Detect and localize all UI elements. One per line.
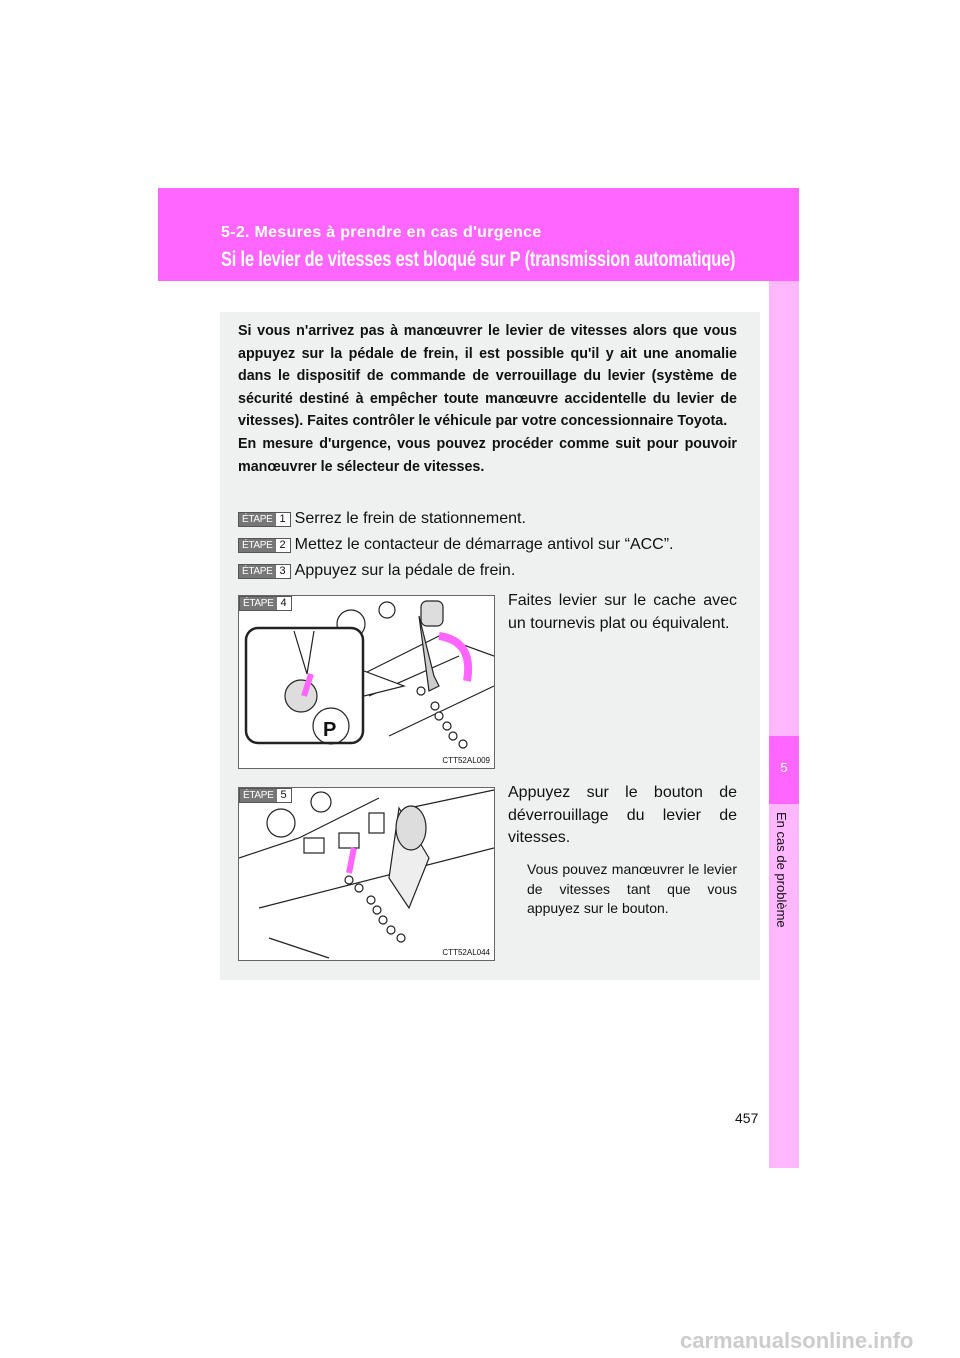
- step-number: 2: [276, 539, 290, 552]
- step-text: Serrez le frein de stationnement.: [294, 510, 526, 527]
- content-box: [220, 312, 760, 980]
- watermark: carmanualsonline.info: [680, 1328, 914, 1353]
- step-text: Appuyez sur la pédale de frein.: [294, 562, 516, 579]
- step-text: Mettez le contacteur de démarrage antivol sur “ACC”.: [294, 536, 674, 553]
- step-badge: [239, 596, 292, 611]
- intro-paragraph: Si vous n'arrivez pas à manœuvrer le levier de vitesses alors que vous appuyez sur la pédale de frein, il est possible qu'il y ait une anomalie dans le dispositif de commande de verrouillage du levier (système de sécurité destiné à empêcher toute manœuvre accidentelle du levier de vitesses). Faites contrôler le véhicule par votre concessionnaire Toyota.: [238, 323, 737, 430]
- page-title: Si le levier de vitesses est bloqué sur P (transmission automatique): [221, 248, 736, 271]
- step-badge: [238, 512, 291, 527]
- step-badge: [238, 538, 291, 553]
- step-number: 5: [277, 789, 291, 802]
- side-tab: [769, 281, 799, 1168]
- step-4-text: Faites levier sur le cache avec un tournevis plat ou équivalent.: [508, 592, 737, 632]
- intro-paragraph-2: En mesure d'urgence, vous pouvez procéder comme suit pour pouvoir manœuvrer le sélecteur de vitesses.: [238, 435, 737, 475]
- shift-lever-cover-drawing: [239, 596, 494, 768]
- step-4-illustration: [238, 595, 495, 769]
- image-code: CTT52AL009: [442, 756, 490, 765]
- chapter-label: En cas de problème: [774, 812, 789, 928]
- step-number: 3: [276, 565, 290, 578]
- shift-lock-release-drawing: [239, 788, 494, 960]
- page-number: 457: [735, 1110, 759, 1126]
- image-code: CTT52AL044: [442, 948, 490, 957]
- step-5-note: Vous pouvez manœuvrer le levier de vitesses tant que vous appuyez sur le bouton.: [527, 861, 737, 916]
- step-label: ÉTAPE: [239, 539, 276, 552]
- step-label: ÉTAPE: [239, 565, 276, 578]
- step-5-illustration: [238, 787, 495, 961]
- step-badge: [238, 564, 291, 579]
- section-title: 5-2. Mesures à prendre en cas d'urgence: [221, 224, 542, 241]
- step-badge: [239, 788, 292, 803]
- step-number: 4: [277, 597, 291, 610]
- step-label: ÉTAPE: [240, 789, 277, 802]
- step-number: 1: [276, 513, 290, 526]
- step-3: [238, 562, 515, 580]
- step-2: [238, 536, 674, 554]
- step-label: ÉTAPE: [239, 513, 276, 526]
- chapter-header: [158, 188, 799, 281]
- step-label: ÉTAPE: [240, 597, 277, 610]
- chapter-number-tab[interactable]: 5: [769, 736, 799, 804]
- svg-text:P: P: [323, 719, 337, 741]
- step-1: [238, 510, 526, 528]
- step-5-text: Appuyez sur le bouton de déverrouillage du levier de vitesses.: [508, 784, 737, 847]
- intro-text: [238, 320, 737, 478]
